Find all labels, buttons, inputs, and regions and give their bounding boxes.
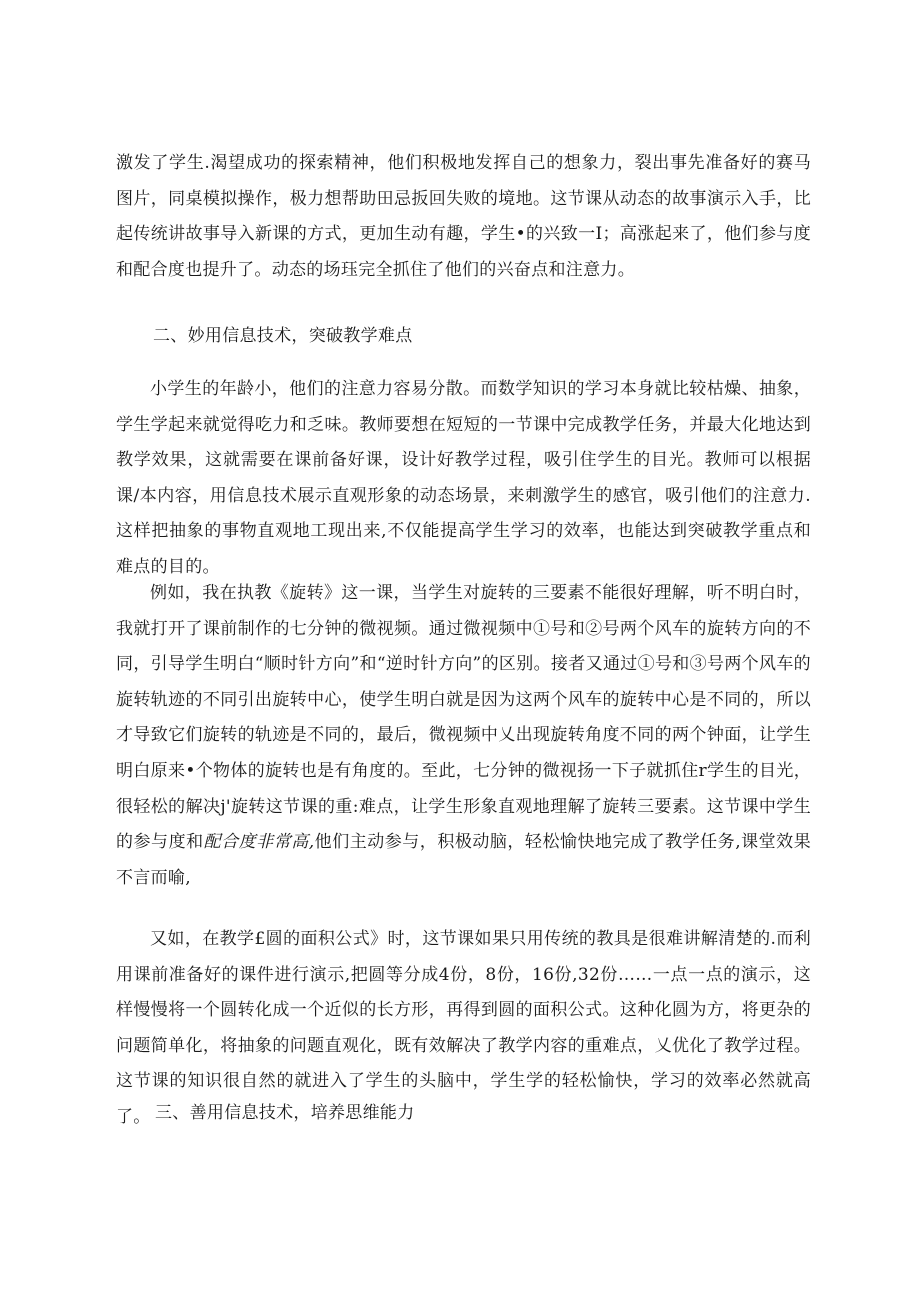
paragraph-3-end: 他们主动参与，积极动脑，轻松愉快地完成了教学任务,课堂效果不言而喻, xyxy=(116,832,811,888)
paragraph-3-main: 例如，我在执教《旋转》这一课，当学生对旋转的三要素不能很好理解，听不明白时，我就打开了课前制作的七分钟的微视频。通过微视频中①号和②号两个风车的旋转方向的不同，引导学生明白“顺时针方向”和“逆时针方向”的区别。接者又通过①号和③号两个风车的旋转轨迹的不同引出旋转中心，使学生明白就是因为这两个风车的旋转中心是不同的，所以才导致它们旋转的轨迹是不同的，最后，微视频中乂出现旋转角度不同的两个钟面，让学生明白原来•个物体的旋转也是有角度的。至此，七分钟的微视扬一下子就抓住r学生的目光，很轻松的解决j'旋转这节课的重:难点，让学生形象直观地理解了旋转三要素。这节课中学生的参与度和 xyxy=(116,583,811,853)
paragraph-3-italic: 配合度非常高, xyxy=(203,832,315,853)
section-heading-3: 三、善用信息技术，培养思维能力 xyxy=(155,1103,415,1123)
section-heading-2: 二、妙用信息技术，突破教学难点 xyxy=(153,326,413,346)
paragraph-4: 又如，在教学£圆的面积公式》时，这节课如果只用传统的教具是很难讲解清楚的.而利用课前准备好的课件进行演示,把圆等分成4份，8份，16份,32份……一点一点的演示，这样慢慢将一个圆转化成一个近似的长方形，再得到圆的面积公式。这种化圆为方，将更杂的问题简单化，将抽象的问题直观化，既有效解决了教学内容的重难点，乂优化了教学过程。这节课的知识很自然的就进入了学生的头脑中，学生学的轻松愉快，学习的效率必然就高了。 xyxy=(116,929,811,1127)
paragraph-2: 小学生的年龄小，他们的注意力容易分散。而数学知识的学习本身就比较枯燥、抽象，学生学起来就觉得吃力和乏味。教师要想在短短的一节课中完成教学任务，并最大化地达到教学效果，这就需要在课前备好课，设计好教学过程，吸引住学生的目光。教师可以根据课/本内容，用信息技术展示直观形象的动态场景，来刺激学生的感官，吸引他们的注意力.这样把抽象的事物直观地工现出来,不仅能提高学生学习的效率，也能达到突破教学重点和难点的目的。 xyxy=(116,379,811,577)
paragraph-3 xyxy=(116,576,811,896)
paragraph-1: 激发了学生.渴望成功的探索精神，他们积极地发挥自己的想象力，裂出事先准备好的赛马图片，同桌模拟操作，极力想帮助田忌扳回失败的境地。这节课从动态的故事演示入手，比起传统讲故事导入新课的方式，更加生动有趣，学生•的兴致一I；高涨起来了，他们参与度和配合度也提升了。动态的场珏完全抓住了他们的兴奋点和注意力。 xyxy=(116,153,811,280)
